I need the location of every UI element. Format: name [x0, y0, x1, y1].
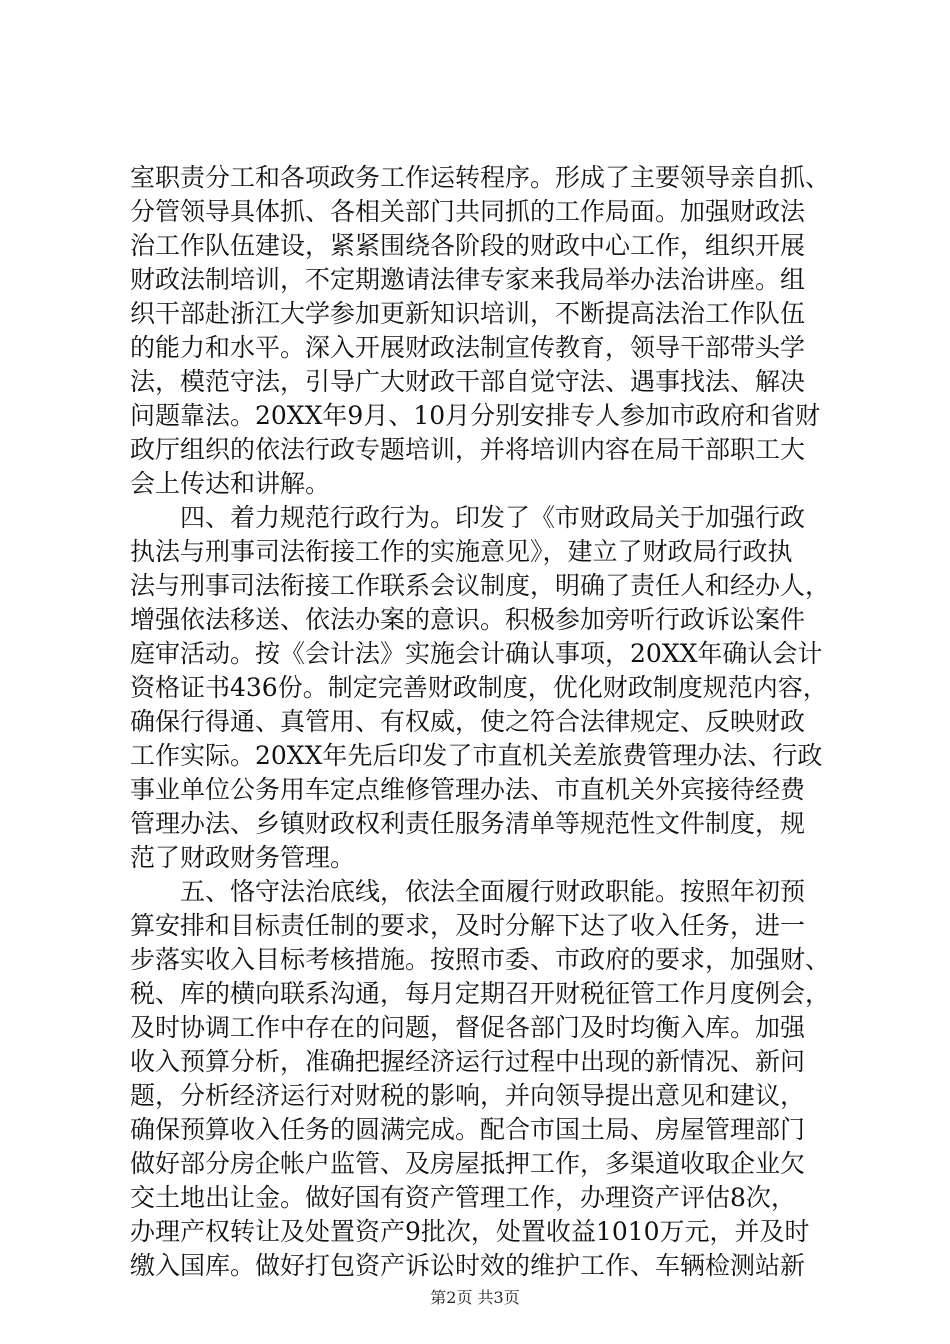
- text-line: 事业单位公务用车定点维修管理办法、市直机关外宾接待经费: [130, 775, 806, 804]
- text-line: 织干部赴浙江大学参加更新知识培训，不断提高法治工作队伍: [130, 299, 806, 328]
- text-line: 管理办法、乡镇财政权利责任服务清单等规范性文件制度，规: [130, 809, 806, 838]
- text-line: 范了财政财务管理。: [130, 843, 356, 872]
- text-line: 财政法制培训，不定期邀请法律专家来我局举办法治讲座。组: [130, 265, 806, 294]
- paragraph-first-line: 四、着力规范行政行为。印发了《市财政局关于加强行政: [180, 503, 806, 532]
- paragraph-first-line: 五、恪守法治底线，依法全面履行财政职能。按照年初预: [180, 877, 806, 906]
- text-line: 办理产权转让及处置资产9批次，处置收益1010万元，并及时: [130, 1217, 810, 1246]
- text-line: 增强依法移送、依法办案的意识。积极参加旁听行政诉讼案件: [130, 605, 806, 634]
- text-line: 交土地出让金。做好国有资产管理工作，办理资产评估8次，: [130, 1183, 796, 1212]
- text-line: 会上传达和讲解。: [130, 469, 331, 498]
- text-line: 资格证书436份。制定完善财政制度，优化财政制度规范内容，: [130, 673, 828, 702]
- text-line: 问题靠法。20XX年9月、10月分别安排专人参加市政府和省财: [130, 401, 821, 430]
- page-number-footer: 第2页 共3页: [430, 1288, 520, 1307]
- text-line: 政厅组织的依法行政专题培训，并将培训内容在局干部职工大: [130, 435, 806, 464]
- text-line: 题，分析经济运行对财税的影响，并向领导提出意见和建议，: [130, 1081, 806, 1110]
- text-line: 做好部分房企帐户监管、及房屋抵押工作，多渠道收取企业欠: [130, 1149, 806, 1178]
- text-line: 步落实收入目标考核措施。按照市委、市政府的要求，加强财、: [130, 945, 830, 974]
- text-line: 执法与刑事司法衔接工作的实施意见》，建立了财政局行政执: [130, 537, 793, 566]
- text-line: 的能力和水平。深入开展财政法制宣传教育，领导干部带头学: [130, 333, 806, 362]
- text-line: 工作实际。20XX年先后印发了市直机关差旅费管理办法、行政: [130, 741, 823, 770]
- text-line: 及时协调工作中存在的问题，督促各部门及时均衡入库。加强: [130, 1013, 806, 1042]
- text-line: 室职责分工和各项政务工作运转程序。形成了主要领导亲自抓、: [130, 163, 830, 192]
- text-line: 法与刑事司法衔接工作联系会议制度，明确了责任人和经办人，: [130, 571, 830, 600]
- text-line: 缴入国库。做好打包资产诉讼时效的维护工作、车辆检测站新: [130, 1251, 806, 1280]
- text-line: 确保预算收入任务的圆满完成。配合市国土局、房屋管理部门: [130, 1115, 806, 1144]
- text-line: 算安排和目标责任制的要求，及时分解下达了收入任务，进一: [130, 911, 806, 940]
- text-line: 治工作队伍建设，紧紧围绕各阶段的财政中心工作，组织开展: [130, 231, 806, 260]
- text-line: 确保行得通、真管用、有权威，使之符合法律规定、反映财政: [130, 707, 806, 736]
- text-line: 税、库的横向联系沟通，每月定期召开财税征管工作月度例会，: [130, 979, 830, 1008]
- text-line: 收入预算分析，准确把握经济运行过程中出现的新情况、新问: [130, 1047, 806, 1076]
- text-line: 庭审活动。按《会计法》实施会计确认事项，20XX年确认会计: [130, 639, 823, 668]
- text-line: 分管领导具体抓、各相关部门共同抓的工作局面。加强财政法: [130, 197, 806, 226]
- text-line: 法，模范守法，引导广大财政干部自觉守法、遇事找法、解决: [130, 367, 806, 396]
